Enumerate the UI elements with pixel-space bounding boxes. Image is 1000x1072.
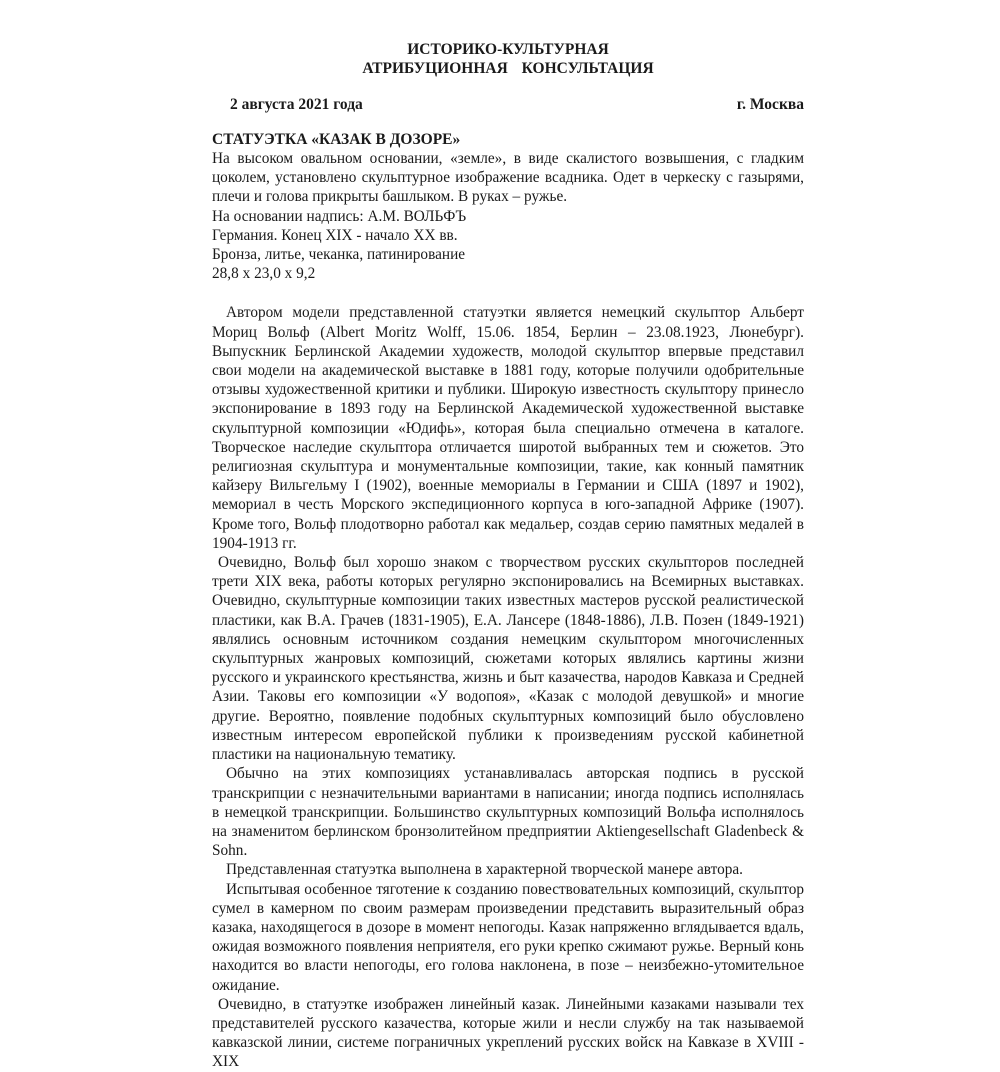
object-title: СТАТУЭТКА «КАЗАК В ДОЗОРЕ»: [212, 131, 461, 148]
document-date: 2 августа 2021 года: [230, 96, 363, 113]
object-dimensions: 28,8 х 23,0 х 9,2: [212, 265, 316, 283]
paragraph-author: Автором модели представленной статуэтки является немецкий скульптор Альберт Мориц Вольф (Albert Moritz Wolff, 15.06. 1854, Берлин – 23.08.1923, Люнебург). Выпускник Берлинской Академии художеств, молодой скульптор впервые представил свои модели на академической выставке в 1881 году, которые получили одобрительные отзывы художественной критики и публики. Широкую известность скульптору принесло экспонирование в 1893 году на Берлинской Академической художественной выставке скульптурной композиции «Юдифь», которая была специально отмечена в каталоге. Творческое наследие скульптора отличается широтой выбранных тем и сюжетов. Это религиозная скульптура и монументальные композиции, такие, как конный памятник кайзеру Вильгельму I (1902), военные мемориалы в Германии и США (1897 и 1902), мемориал в честь Морского экспедиционного корпуса в юго-западной Африке (1907). Кроме того, Вольф плодотворно работал как медальер, создав серию памятных медалей в 1904-1913 гг.: [212, 304, 804, 552]
paragraph-signature: Обычно на этих композициях устанавливалась авторская подпись в русской транскрипции с незначительными вариантами в написании; иногда подпись исполнялась в немецкой транскрипции. Большинство скульптурных композиций Вольфа исполнялось на знаменитом берлинском бронзолитейном предприятии Aktiengesellschaft Gladenbeck & Sohn.: [212, 765, 804, 860]
paragraph-russian-sculptors: Очевидно, Вольф был хорошо знаком с творчеством русских скульпторов последней трети XIX века, работы которых регулярно экспонировались на Всемирных выставках. Очевидно, скульптурные композиции таких известных мастеров русской реалистической пластики, как В.А. Грачев (1831-1905), Е.А. Лансере (1848-1886), Л.В. Позен (1849-1921) являлись основным источником создания немецким скульптором многочисленных скульптурных жанровых композиций, сюжетами которых являлись картины жизни русского и украинского крестьянства, жизнь и быт казачества, народов Кавказа и Средней Азии. Таковы его композиции «У водопоя», «Казак с молодой девушкой» и многие другие. Вероятно, появление подобных скульптурных композиций было обусловлено известным интересом европейской публики к произведениям русской кабинетной пластики на национальную тематику.: [212, 554, 804, 764]
object-inscription: На основании надпись: А.М. ВОЛЬФЪ: [212, 207, 467, 225]
document-page: [212, 40, 804, 1072]
object-description: На высоком овальном основании, «земле», в виде скалистого возвышения, с гладким цоколем, установлено скульптурное изображение всадника. Одет в черкеску с газырями, плечи и голова прикрыты башлыком. В руках – ружье.: [212, 150, 804, 206]
paragraph-linear-cossack: Очевидно, в статуэтке изображен линейный казак. Линейными казаками называли тех представителей русского казачества, которые жили и несли службу на так называемой кавказской линии, системе пограничных укреплений русских войск на Кавказе в XVIII - XIX: [212, 995, 804, 1071]
object-origin: Германия. Конец XIX - начало XX вв.: [212, 226, 458, 244]
paragraph-manner: Представленная статуэтка выполнена в характерной творческой манере автора.: [226, 861, 744, 879]
title-line-1: ИСТОРИКО-КУЛЬТУРНАЯ: [407, 41, 609, 58]
paragraph-composition: Испытывая особенное тяготение к созданию повествовательных композиций, скульптор сумел в камерном по своим размерам произведении представить выразительный образ казака, находящегося в дозоре в момент непогоды. Казак напряженно вглядывается вдаль, ожидая возможного появления неприятеля, его руки крепко сжимают ружье. Верный конь находится во власти непогоды, его голова наклонена, в позе – неизбежно-утомительное ожидание.: [212, 880, 804, 994]
document-title: [212, 40, 804, 78]
document-place: г. Москва: [736, 96, 804, 113]
object-material: Бронза, литье, чеканка, патинирование: [212, 246, 466, 264]
dateline: [212, 95, 804, 114]
document-body: [212, 303, 804, 1071]
title-line-2: АТРИБУЦИОННАЯ КОНСУЛЬТАЦИЯ: [362, 60, 654, 77]
